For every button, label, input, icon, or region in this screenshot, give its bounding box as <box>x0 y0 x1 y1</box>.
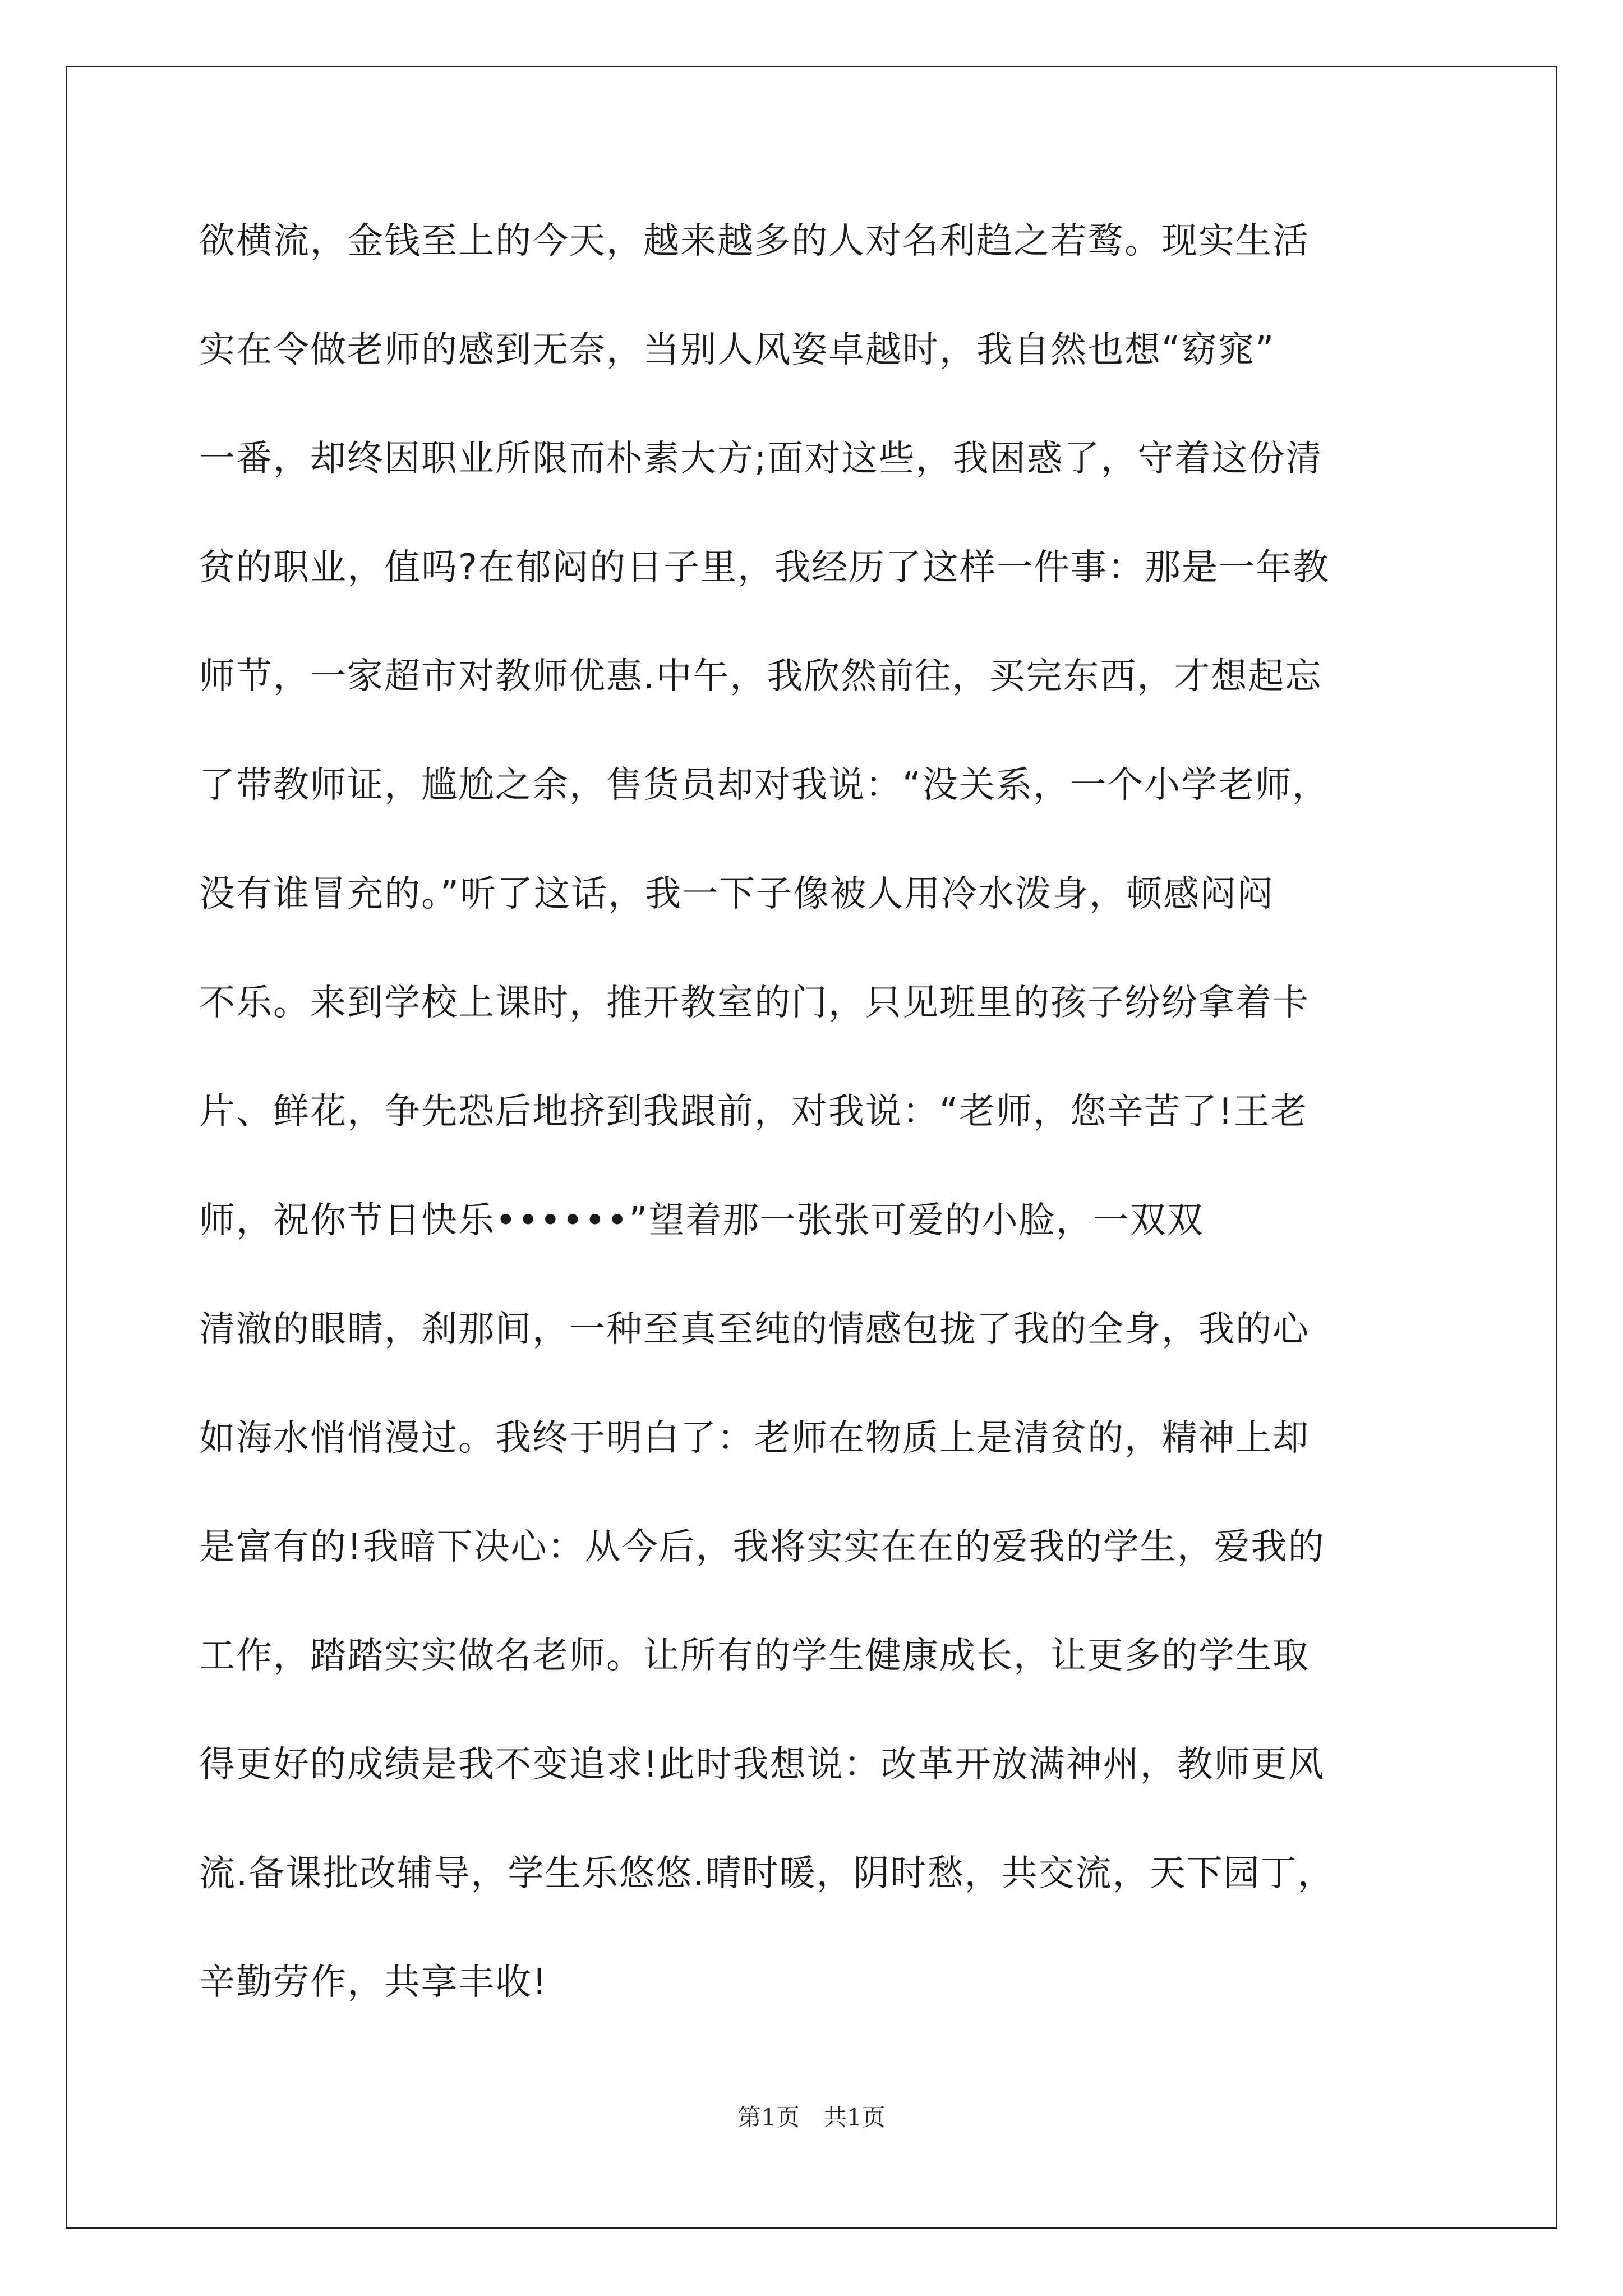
text-line: 清澈的眼睛，刹那间，一种至真至纯的情感包拢了我的全身，我的心 <box>199 1309 1310 1350</box>
text-line: 流.备课批改辅导，学生乐悠悠.晴时暖，阴时愁，共交流，天下园丁， <box>199 1853 1335 1894</box>
text-line: 如海水悄悄漫过。我终于明白了：老师在物质上是清贫的，精神上却 <box>199 1418 1310 1459</box>
text-line: 辛勤劳作，共享丰收! <box>199 1962 548 2003</box>
text-line: 贫的职业，值吗?在郁闷的日子里，我经历了这样一件事：那是一年教 <box>199 547 1330 588</box>
text-line: 是富有的!我暗下决心：从今后，我将实实在在的爱我的学生，爱我的 <box>199 1526 1325 1568</box>
text-line: 欲横流，金钱至上的今天，越来越多的人对名利趋之若鹜。现实生活 <box>199 220 1310 262</box>
body-text <box>199 208 1450 2058</box>
text-line: 了带教师证，尴尬之余，售货员却对我说：“没关系，一个小学老师， <box>199 765 1330 806</box>
text-line: 不乐。来到学校上课时，推开教室的门，只见班里的孩子纷纷拿着卡 <box>199 982 1310 1024</box>
text-line: 工作，踏踏实实做名老师。让所有的学生健康成长，让更多的学生取 <box>199 1635 1310 1677</box>
text-line: 师节，一家超市对教师优惠.中午，我欣然前往，买完东西，才想起忘 <box>199 656 1322 697</box>
text-line: 一番，却终因职业所限而朴素大方;面对这些，我困惑了，守着这份清 <box>199 438 1323 480</box>
text-line: 实在令做老师的感到无奈，当别人风姿卓越时，我自然也想“窈窕” <box>199 329 1275 371</box>
text-line: 得更好的成绩是我不变追求!此时我想说：改革开放满神州，教师更风 <box>199 1744 1325 1786</box>
page-number-footer: 第1页 共1页 <box>737 2104 886 2131</box>
text-line: 没有谁冒充的。”听了这话，我一下子像被人用冷水泼身，顿感闷闷 <box>199 873 1275 915</box>
text-line: 师，祝你节日快乐••••••”望着那一张张可爱的小脸，一双双 <box>199 1200 1204 1241</box>
text-line: 片、鲜花，争先恐后地挤到我跟前，对我说：“老师，您辛苦了!王老 <box>199 1091 1308 1133</box>
